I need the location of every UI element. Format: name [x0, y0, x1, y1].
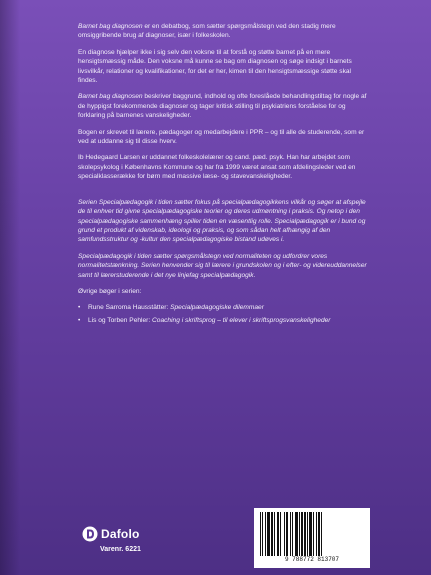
- description-paragraph: [78, 92, 368, 120]
- barcode-bar: [322, 512, 323, 556]
- other-books-title: Øvrige bøger i serien:: [78, 287, 142, 295]
- book-author: Lis og Torben Pehler:: [88, 316, 153, 324]
- barcode-bars: [260, 512, 364, 556]
- publisher-name: Dafolo: [101, 527, 140, 541]
- book-title-inline: Barnet bag diagnosen: [78, 23, 143, 30]
- dafolo-logo-icon: [82, 526, 98, 542]
- barcode-number: 9 788772 813707: [284, 556, 339, 563]
- description-text: beskriver baggrund, indhold og ofte foreslåede behandlingstiltag for nogle af de hyppigst forekommende diagnoser og tager kritisk stilling til psykiatriens forståelse for og forklaring på barnenes vanskeligheder.: [78, 93, 367, 120]
- isbn-barcode: [254, 508, 370, 568]
- book-author: Rune Sarroma Hausstätter:: [88, 304, 171, 312]
- publisher-logo: [82, 526, 140, 542]
- author-bio-paragraph: Ib Hedegaard Larsen er uddannet folkeskolelærer og cand. pæd. psyk. Han har arbejdet som skolepsykolog i Københavns Kommune og har fra 1999 været ansat som afdelingsleder ved en specialklasserække for børn med massive læse- og stavevanskeligheder.: [78, 154, 356, 181]
- book-title-inline-2: Barnet bag diagnosen: [78, 93, 143, 101]
- book-title: Specialpædagogiske dilemmaer: [170, 304, 264, 312]
- cover-text: [78, 22, 368, 328]
- intro-paragraph: [78, 22, 368, 41]
- list-item: [78, 303, 368, 312]
- series-description: [78, 198, 368, 280]
- item-number: Varenr. 6221: [100, 546, 141, 553]
- intro-text: er en debatbog, som sætter spørgsmålstegn ved den stadig mere omsiggribende brug af diagnoser, især i folkeskolen.: [78, 23, 336, 40]
- book-title: Coaching i skriftsprog – til elever i skriftsprogsvanskeligheder: [152, 316, 331, 324]
- other-books-list: [78, 303, 368, 325]
- diagnosis-paragraph: En diagnose hjælper ikke i sig selv den voksne til at forstå og støtte barnet på en mere hensigtsmæssig måde. Den voksne må kunne se bag om diagnosen og søge indsigt i barnets livsvilkår, relationer og kvalifikationer, for det er her, kimen til den hensigtsmæssige støtte skal findes.: [78, 48, 352, 85]
- series-paragraph-1: Serien Specialpædagogik i tiden sætter fokus på specialpædagogikkens vilkår og søger at afspejle de til enhver tid givne specialpædagogiske teorier og deres udmøntning i praksis. Og netop i den specialpædagogiske sammenhæng spiller tiden en væsentlig rolle. Specialpædagogik er i bund og grund et produkt af videnskab, ideologi og praksis, og som sådan helt afhængig af den samfundsstruktur og -kultur den specialpædagogiske bistand udøves i.: [78, 198, 366, 244]
- list-item: [78, 316, 368, 325]
- series-paragraph-2: Specialpædagogik i tiden sætter spørgsmålstegn ved normaliteten og udfordrer vores normalitetstænkning. Serien henvender sig til lærere i grundskolen og i efter- og videreuddannelser samt til lærerstuderende i det nye linjefag specialpædagogik.: [78, 252, 367, 279]
- audience-paragraph: Bogen er skrevet til lærere, pædagoger og medarbejdere i PPR – og til alle de studerende, som er ved at uddanne sig til disse hverv.: [78, 128, 365, 146]
